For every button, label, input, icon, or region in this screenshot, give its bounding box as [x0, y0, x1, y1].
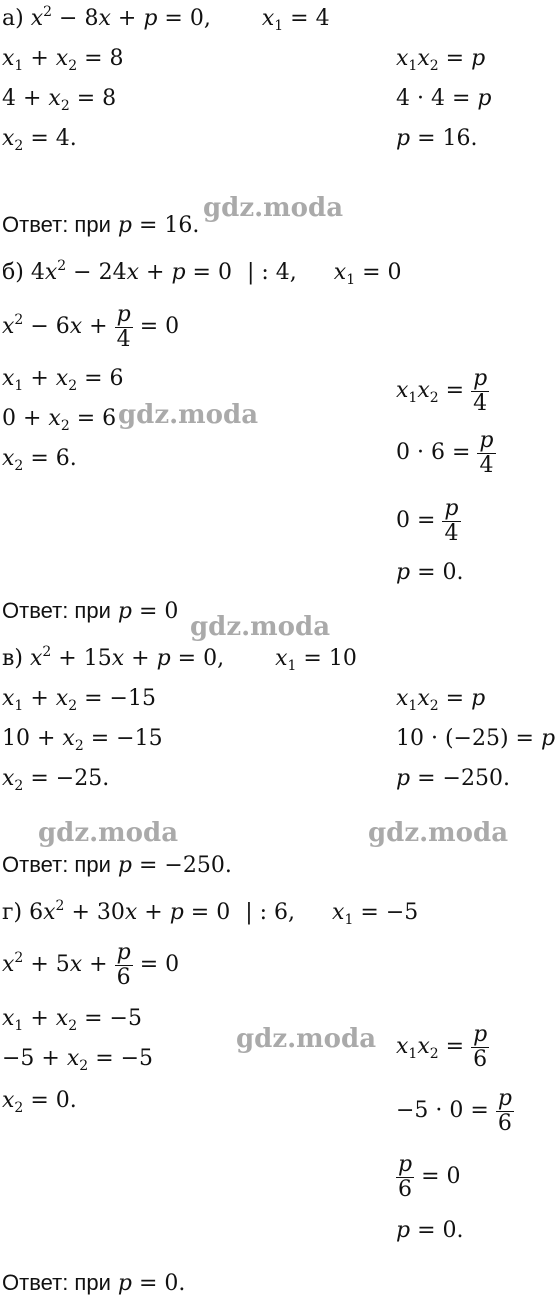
part-b-vieta-product: $x_1x_2$ = $\frac{p}{4}$ [396, 365, 488, 416]
part-g-answer: Ответ: при p = 0. [2, 1270, 186, 1296]
part-a-label: а) [2, 6, 24, 31]
part-g-p-value: 0. [442, 1218, 464, 1243]
part-v-answer: Ответ: при p = −250. [2, 852, 232, 878]
part-b-reduced-equation: $x^2 - 6x$ + $\frac{p}{4}$ = 0 [2, 301, 180, 352]
watermark: gdz.moda [236, 1024, 377, 1054]
part-a-sub-value: 4 [2, 86, 16, 111]
part-v-product-text: 10 · (−25) = [396, 726, 541, 751]
part-g-label: г) [2, 900, 23, 925]
part-b-product-text: 0 · 6 = [396, 440, 478, 465]
watermark: gdz.moda [38, 818, 179, 848]
part-a-p-result: p = 16. [396, 126, 478, 151]
part-v-vieta-product: $x_1x_2 = p$ [396, 686, 486, 714]
part-a-equation: а) $x^2 - 8x + p = 0$, $x_1 = 4$ [2, 4, 330, 34]
part-v-substitution: $10 + x_2 = -15$ [2, 726, 163, 754]
part-b-x2-result: $x_2 = 6$. [2, 446, 77, 474]
part-v-x2-value: −25. [55, 766, 110, 791]
watermark: gdz.moda [190, 612, 331, 642]
part-v-answer-value: −250. [164, 853, 232, 878]
part-b-p-result: p = 0. [396, 560, 464, 585]
part-g-x2-result: $x_2 = 0$. [2, 1088, 77, 1116]
part-a-vieta-product: $x_1x_2 = p$ [396, 46, 486, 74]
part-g-fraction-eq: $\frac{p}{6}$ = 0 [398, 1151, 461, 1202]
part-g-answer-value: 0. [164, 1271, 186, 1296]
part-v-equation: в) $x^2 + 15x + p = 0$, $x_1 = 10$ [2, 644, 357, 674]
part-a-p-value: 16. [442, 126, 478, 151]
part-g-x2-value: 0. [55, 1088, 77, 1113]
part-g-product-sub: −5 · 0 = $\frac{p}{6}$ [396, 1085, 512, 1136]
part-a-x2-value: 4. [55, 126, 77, 151]
part-v-given-root: 10 [328, 646, 357, 671]
part-g-p-result: p = 0. [396, 1218, 464, 1243]
part-v-sub-value: 10 [2, 726, 30, 751]
part-a-product-text: 4 · 4 = [396, 86, 478, 111]
part-v-x2-result: $x_2 = -25$. [2, 766, 110, 794]
part-v-p-result: p = −250. [396, 766, 510, 791]
answer-prefix: Ответ: при [2, 1270, 111, 1295]
part-b-p-value: 0. [442, 560, 464, 585]
part-b-given-root: 0 [387, 260, 402, 285]
part-b-zero-eq: 0 = $\frac{p}{4}$ [396, 495, 459, 546]
part-a-vieta-sum: $x_1 + x_2 = 8$ [2, 46, 124, 74]
part-a-answer: Ответ: при p = 16. [2, 212, 200, 238]
part-b-sub-value: 0 [2, 406, 16, 431]
watermark: gdz.moda [203, 193, 344, 223]
part-a-answer-value: 16. [164, 213, 200, 238]
part-b-substitution: $0 + x_2 = 6$ [2, 406, 117, 434]
part-b-answer: Ответ: при p = 0 [2, 598, 179, 624]
answer-prefix: Ответ: при [2, 212, 111, 237]
answer-prefix: Ответ: при [2, 852, 111, 877]
part-a-given-root: 4 [315, 6, 330, 31]
part-g-equation: г) $6x^2 + 30x + p = 0$ | : 6, $x_1 = -5$ [2, 898, 419, 928]
part-v-p-value: −250. [442, 766, 510, 791]
part-b-vieta-sum: $x_1 + x_2 = 6$ [2, 366, 124, 394]
part-b-product-sub: 0 · 6 = $\frac{p}{4}$ [396, 427, 494, 478]
part-a-substitution: $4 + x_2 = 8$ [2, 86, 117, 114]
part-g-given-root: −5 [385, 900, 419, 925]
part-b-equation: б) $4x^2 - 24x + p = 0$ | : 4, $x_1 = 0$ [2, 258, 402, 288]
part-a-product-sub: 4 · 4 = p [396, 86, 492, 111]
part-b-x2-value: 6. [55, 446, 77, 471]
part-g-reduced-equation: $x^2 + 5x$ + $\frac{p}{6}$ = 0 [2, 939, 180, 990]
part-g-product-text: −5 · 0 = [396, 1098, 496, 1123]
part-g-vieta-product: $x_1x_2$ = $\frac{p}{6}$ [396, 1021, 488, 1072]
part-a-sum-value: 8 [109, 46, 124, 71]
part-a-x2-result: $x_2 = 4$. [2, 126, 77, 154]
part-b-sum-value: 6 [109, 366, 124, 391]
watermark: gdz.moda [368, 818, 509, 848]
part-b-answer-value: 0 [164, 599, 179, 624]
part-v-vieta-sum: $x_1 + x_2 = -15$ [2, 686, 156, 714]
part-g-sub-value: −5 [2, 1046, 35, 1071]
part-b-divide-note: | : 4, [246, 260, 297, 285]
part-g-sum-value: −5 [109, 1006, 142, 1031]
part-v-product-sub: 10 · (−25) = p [396, 726, 555, 751]
part-g-vieta-sum: $x_1 + x_2 = -5$ [2, 1006, 142, 1034]
part-g-substitution: $-5 + x_2 = -5$ [2, 1046, 154, 1074]
watermark: gdz.moda [118, 400, 259, 430]
part-g-divide-note: | : 6, [245, 900, 296, 925]
part-b-label: б) [2, 260, 24, 285]
part-v-label: в) [2, 646, 23, 671]
answer-prefix: Ответ: при [2, 598, 111, 623]
part-v-sum-value: −15 [109, 686, 156, 711]
